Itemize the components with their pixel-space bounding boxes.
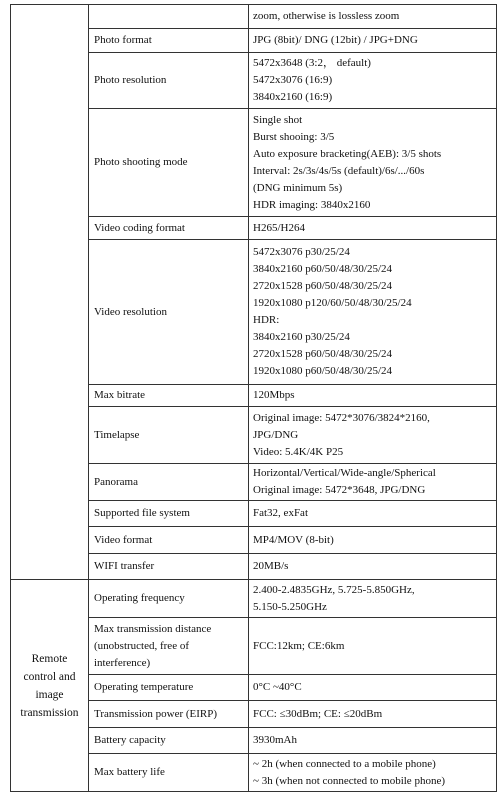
spec-value [249, 580, 497, 618]
table-row [11, 5, 497, 29]
spec-value [249, 53, 497, 109]
spec-name: Transmission power (EIRP) [89, 701, 249, 728]
spec-name: Panorama [89, 464, 249, 501]
spec-value-line: 2720x1528 p60/50/48/30/25/24 [253, 280, 393, 292]
spec-value-line: Original image: 5472*3648, JPG/DNG [253, 484, 426, 496]
spec-value-line: zoom, otherwise is lossless zoom [253, 10, 400, 22]
spec-value [249, 29, 497, 53]
table-row [11, 580, 497, 618]
spec-value-line: Burst shooing: 3/5 [253, 130, 335, 143]
spec-value-line: 20MB/s [253, 560, 289, 572]
spec-value-line: JPG/DNG [253, 428, 299, 441]
spec-name: Video resolution [89, 240, 249, 385]
spec-name: Video format [89, 527, 249, 554]
spec-value-line: Horizontal/Vertical/Wide-angle/Spherical [253, 467, 436, 479]
spec-name: Photo shooting mode [89, 109, 249, 217]
spec-value-line: 3840x2160 p30/25/24 [253, 331, 350, 343]
spec-value-line: HDR imaging: 3840x2160 [253, 198, 371, 211]
spec-value [249, 501, 497, 527]
spec-name: Battery capacity [89, 728, 249, 754]
spec-name: Max bitrate [89, 385, 249, 407]
spec-value [249, 675, 497, 701]
spec-value-line: FCC:12km; CE:6km [253, 639, 345, 652]
spec-value-line: Auto exposure bracketing(AEB): 3/5 shots [253, 147, 442, 160]
spec-value [249, 728, 497, 754]
spec-value-line: Interval: 2s/3s/4s/5s (default)/6s/.../60s [253, 164, 425, 177]
spec-value [249, 754, 497, 792]
spec-value-line: 5472x3076 (16:9) [253, 74, 333, 86]
spec-value-line: Video: 5.4K/4K P25 [253, 445, 344, 458]
spec-value-line: FCC: ≤30dBm; CE: ≤20dBm [253, 707, 383, 720]
spec-value-line: 2720x1528 p60/50/48/30/25/24 [253, 348, 393, 360]
spec-value-line: Fat32, exFat [253, 507, 308, 519]
spec-name: Operating frequency [89, 580, 249, 618]
spec-value-line: Single shot [253, 113, 303, 126]
spec-value [249, 109, 497, 217]
spec-name [89, 5, 249, 29]
spec-value-line: JPG (8bit)/ DNG (12bit) / JPG+DNG [253, 34, 418, 46]
spec-name: Video coding format [89, 217, 249, 240]
spec-value-line: 5472x3648 (3:2， default) [253, 57, 371, 69]
spec-table [10, 4, 497, 792]
spec-value [249, 464, 497, 501]
spec-name: Operating temperature [89, 675, 249, 701]
spec-value [249, 407, 497, 464]
spec-value [249, 5, 497, 29]
spec-name: Supported file system [89, 501, 249, 527]
spec-value [249, 527, 497, 554]
spec-value-line: 5472x3076 p30/25/24 [253, 246, 350, 258]
spec-name: Max transmission distance (unobstructed, free of interference) [89, 618, 249, 675]
spec-value [249, 217, 497, 240]
spec-value-line: HDR: [253, 314, 280, 326]
spec-value-line: 3930mAh [253, 734, 297, 746]
spec-value-line: 1920x1080 p60/50/48/30/25/24 [253, 365, 393, 377]
spec-name: Photo resolution [89, 53, 249, 109]
spec-value-line: 120Mbps [253, 389, 295, 401]
spec-value [249, 701, 497, 728]
spec-value [249, 385, 497, 407]
spec-value-line: 3840x2160 (16:9) [253, 91, 333, 103]
spec-value-line: H265/H264 [253, 221, 305, 234]
spec-name: Timelapse [89, 407, 249, 464]
spec-value [249, 554, 497, 580]
spec-value-line: 1920x1080 p120/60/50/48/30/25/24 [253, 297, 412, 309]
spec-value-line: 5.150-5.250GHz [253, 600, 327, 613]
spec-value-line: ~ 2h (when connected to a mobile phone) [253, 757, 436, 770]
spec-name: Max battery life [89, 754, 249, 792]
spec-value-line: (DNG minimum 5s) [253, 181, 343, 194]
spec-value-line: 0°C ~40°C [253, 681, 302, 693]
spec-value-line: 3840x2160 p60/50/48/30/25/24 [253, 263, 393, 275]
spec-value-line: 2.400-2.4835GHz, 5.725-5.850GHz, [253, 583, 415, 596]
spec-value-line: ~ 3h (when not connected to mobile phone) [253, 774, 445, 787]
spec-value-line: MP4/MOV (8-bit) [253, 533, 334, 546]
spec-value-line: Original image: 5472*3076/3824*2160, [253, 411, 430, 424]
group-label: Remote control and image transmission [11, 580, 89, 792]
spec-name: WIFI transfer [89, 554, 249, 580]
group-label [11, 5, 89, 580]
spec-name: Photo format [89, 29, 249, 53]
spec-value [249, 618, 497, 675]
spec-value [249, 240, 497, 385]
